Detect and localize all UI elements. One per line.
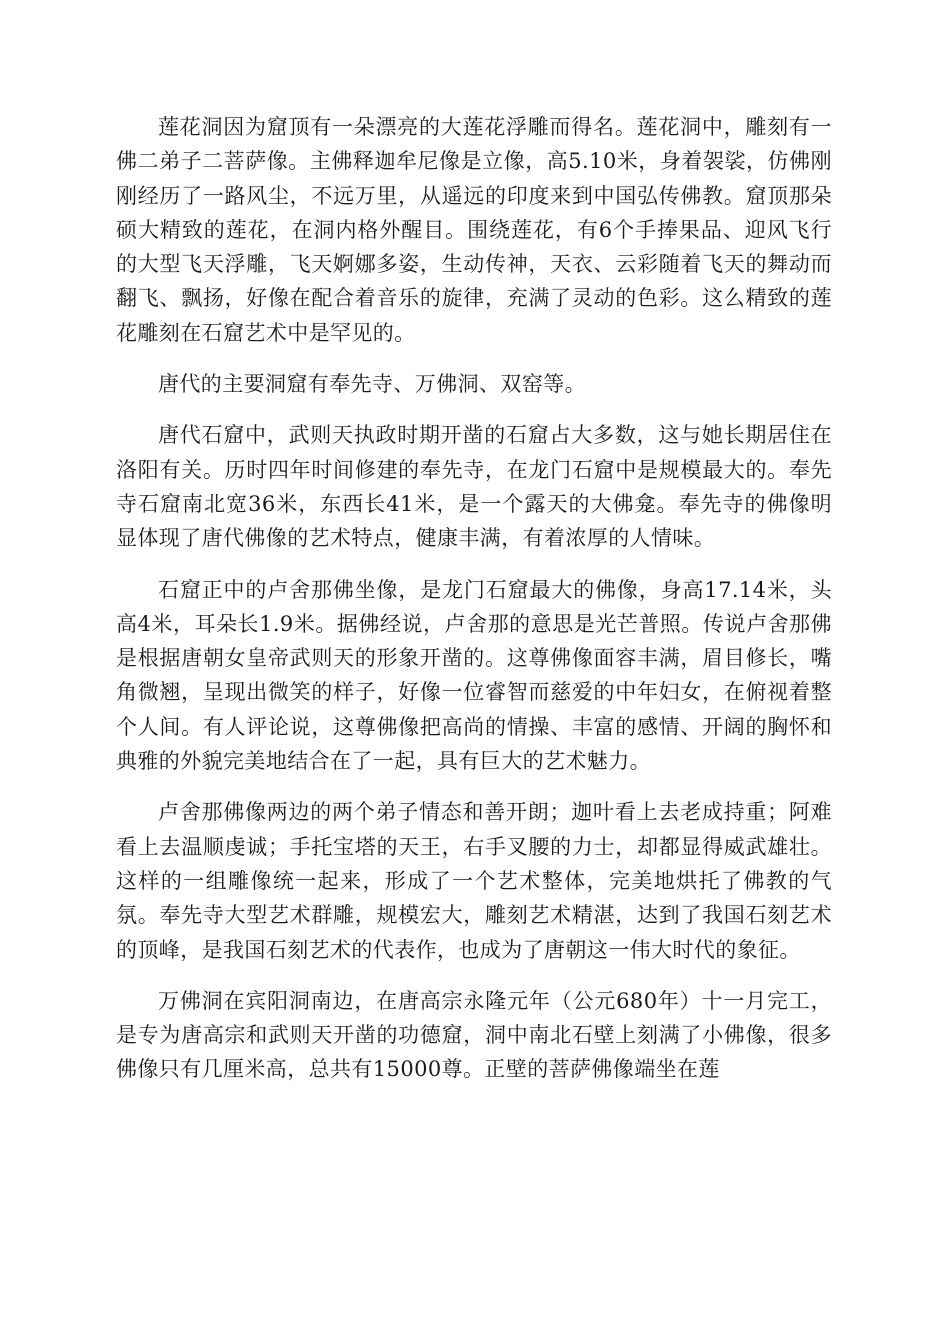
paragraph-fengxian-temple: 唐代石窟中，武则天执政时期开凿的石窟占大多数，这与她长期居住在洛阳有关。历时四年时间修建的奉先寺，在龙门石窟中是规模最大的。奉先寺石窟南北宽36米，东西长41米，是一个露天的大佛龛。奉先寺的佛像明显体现了唐代佛像的艺术特点，健康丰满，有着浓厚的人情味。 xyxy=(116,423,832,551)
paragraph-lotus-cave: 莲花洞因为窟顶有一朵漂亮的大莲花浮雕而得名。莲花洞中，雕刻有一佛二弟子二菩萨像。主佛释迦牟尼像是立像，高5.10米，身着袈裟，仿佛刚刚经历了一路风尘，不远万里，从遥远的印度来到中国弘传佛教。窟顶那朵硕大精致的莲花，在洞内格外醒目。围绕莲花，有6个手捧果品、迎风飞行的大型飞天浮雕，飞天婀娜多姿，生动传神，天衣、云彩随着飞天的舞动而翻飞、飘扬，好像在配合着音乐的旋律，充满了灵动的色彩。这么精致的莲花雕刻在石窟艺术中是罕见的。 xyxy=(116,115,832,345)
paragraph-tang-caves: 唐代的主要洞窟有奉先寺、万佛洞、双窑等。 xyxy=(158,372,586,397)
paragraph-disciples: 卢舍那佛像两边的两个弟子情态和善开朗；迦叶看上去老成持重；阿难看上去温顺虔诚；手托宝塔的天王，右手叉腰的力士，却都显得威武雄壮。这样的一组雕像统一起来，形成了一个艺术整体，完美地烘托了佛教的气氛。奉先寺大型艺术群雕，规模宏大，雕刻艺术精湛，达到了我国石刻艺术的顶峰，是我国石刻艺术的代表作，也成为了唐朝这一伟大时代的象征。 xyxy=(116,800,832,962)
document-body xyxy=(116,110,832,1104)
paragraph-ten-thousand-buddha-cave: 万佛洞在宾阳洞南边，在唐高宗永隆元年（公元680年）十一月完工，是专为唐高宗和武则天开凿的功德窟，洞中南北石壁上刻满了小佛像，很多佛像只有几厘米高，总共有15000尊。正壁的菩萨佛像端坐在莲 xyxy=(116,988,832,1082)
paragraph-vairocana-buddha: 石窟正中的卢舍那佛坐像，是龙门石窟最大的佛像，身高17.14米，头高4米，耳朵长1.9米。据佛经说，卢舍那的意思是光芒普照。传说卢舍那佛是根据唐朝女皇帝武则天的形象开凿的。这尊佛像面容丰满，眉目修长，嘴角微翘，呈现出微笑的样子，好像一位睿智而慈爱的中年妇女，在俯视着整个人间。有人评论说，这尊佛像把高尚的情操、丰富的感情、开阔的胸怀和典雅的外貌完美地结合在了一起，具有巨大的艺术魅力。 xyxy=(116,577,832,774)
